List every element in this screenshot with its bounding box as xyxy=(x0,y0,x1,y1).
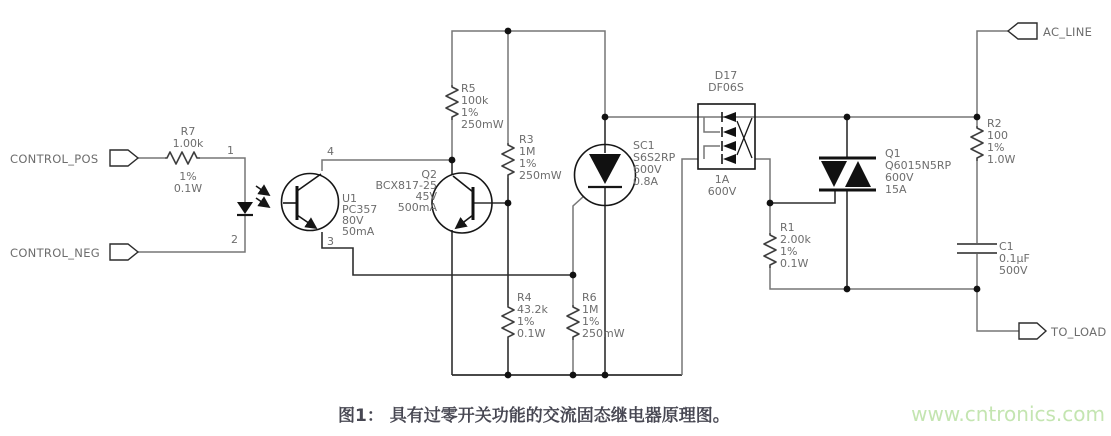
capacitor-c1 xyxy=(957,240,1030,277)
r7-power: 0.1W xyxy=(173,182,203,195)
transistor-q2 xyxy=(375,168,492,233)
sc1-voltage: 600V xyxy=(633,163,662,176)
r7-tol: 1% xyxy=(179,170,197,183)
r1-ref: R1 xyxy=(780,221,795,234)
r5-tol: 1% xyxy=(461,106,479,119)
d17-part: DF06S xyxy=(708,81,744,94)
r2-ref: R2 xyxy=(987,117,1002,130)
control-pos-connector xyxy=(110,150,138,166)
resistor-r4 xyxy=(502,291,548,340)
d17-voltage: 600V xyxy=(707,185,737,198)
scr-sc1 xyxy=(575,139,676,206)
resistor-r3 xyxy=(502,133,562,182)
sc1-ref: SC1 xyxy=(633,139,655,152)
r4-value: 43.2k xyxy=(517,303,548,316)
figure-caption: 图1： 具有过零开关功能的交流固态继电器原理图。 xyxy=(338,406,730,426)
triac-q1 xyxy=(819,147,952,196)
resistor-r7 xyxy=(165,125,204,195)
pin2-label: 2 xyxy=(231,233,238,246)
sc1-part: S6S2RP xyxy=(633,151,676,164)
q2-voltage: 45V xyxy=(415,190,437,203)
opto-led xyxy=(227,144,269,246)
r2-tol: 1% xyxy=(987,141,1005,154)
c1-value: 0.1µF xyxy=(999,252,1030,265)
r1-power: 0.1W xyxy=(780,257,809,270)
led-triangle xyxy=(237,202,253,214)
terminal-control-pos xyxy=(10,150,138,166)
light-arrow-1 xyxy=(256,186,269,195)
u1-current: 50mA xyxy=(342,225,375,238)
q2-collector xyxy=(453,176,473,192)
pin4-label: 4 xyxy=(327,145,334,158)
r5-value: 100k xyxy=(461,94,489,107)
r1-value: 2.00k xyxy=(780,233,811,246)
light-arrow-2 xyxy=(256,198,269,207)
q2-emitter xyxy=(456,215,473,228)
control-pos-label: CONTROL_POS xyxy=(10,152,99,166)
bridge-rectifier-d17 xyxy=(698,69,755,198)
q1-current: 15A xyxy=(885,183,907,196)
r3-power: 250mW xyxy=(519,169,562,182)
r1-tol: 1% xyxy=(780,245,798,258)
r3-value: 1M xyxy=(519,145,536,158)
terminal-ac-line xyxy=(1008,23,1092,39)
q2-part: BCX817-25 xyxy=(375,179,437,192)
d17-current: 1A xyxy=(714,173,730,186)
q1-part: Q6015N5RP xyxy=(885,159,952,172)
u1-collector xyxy=(297,174,321,191)
to-load-label: TO_LOAD xyxy=(1051,325,1107,339)
r5-ref: R5 xyxy=(461,82,476,95)
q1-voltage: 600V xyxy=(885,171,914,184)
q1-triangle-left xyxy=(821,161,847,187)
u1-voltage: 80V xyxy=(342,214,364,227)
pin3-label: 3 xyxy=(327,235,334,248)
resistor-r1 xyxy=(764,221,811,270)
r7-ref: R7 xyxy=(180,125,196,138)
r6-ref: R6 xyxy=(582,291,597,304)
resistor-r6 xyxy=(567,291,625,340)
watermark-link: www.cntronics.com xyxy=(911,402,1105,426)
q2-current: 500mA xyxy=(397,201,437,214)
r3-tol: 1% xyxy=(519,157,537,170)
u1-part: PC357 xyxy=(342,203,378,216)
terminal-to-load xyxy=(1019,323,1107,339)
terminal-control-neg xyxy=(10,244,138,260)
r3-ref: R3 xyxy=(519,133,534,146)
sc1-triangle xyxy=(589,154,621,184)
pin1-label: 1 xyxy=(227,144,234,157)
q1-triangle-right xyxy=(845,161,871,187)
q1-ref: Q1 xyxy=(885,147,901,160)
r2-power: 1.0W xyxy=(987,153,1016,166)
c1-voltage: 500V xyxy=(999,264,1028,277)
r4-tol: 1% xyxy=(517,315,535,328)
r6-tol: 1% xyxy=(582,315,600,328)
d17-ref: D17 xyxy=(714,69,738,82)
u1-emitter xyxy=(297,215,316,228)
c1-ref: C1 xyxy=(999,240,1014,253)
r2-value: 100 xyxy=(987,129,1008,142)
resistor-r5 xyxy=(446,82,504,131)
sc1-current: 0.8A xyxy=(633,175,659,188)
ac-line-connector xyxy=(1008,23,1037,39)
u1-ref: U1 xyxy=(342,192,358,205)
ac-line-label: AC_LINE xyxy=(1043,25,1093,39)
q2-ref: Q2 xyxy=(421,168,437,181)
r6-value: 1M xyxy=(582,303,599,316)
r6-power: 250mW xyxy=(582,327,625,340)
control-neg-connector xyxy=(110,244,138,260)
to-load-connector xyxy=(1019,323,1046,339)
control-neg-label: CONTROL_NEG xyxy=(10,246,100,260)
wires xyxy=(138,31,1019,375)
d17-diodes xyxy=(704,112,752,164)
r5-power: 250mW xyxy=(461,118,504,131)
r4-ref: R4 xyxy=(517,291,532,304)
r7-value: 1.00k xyxy=(172,137,204,150)
r4-power: 0.1W xyxy=(517,327,546,340)
